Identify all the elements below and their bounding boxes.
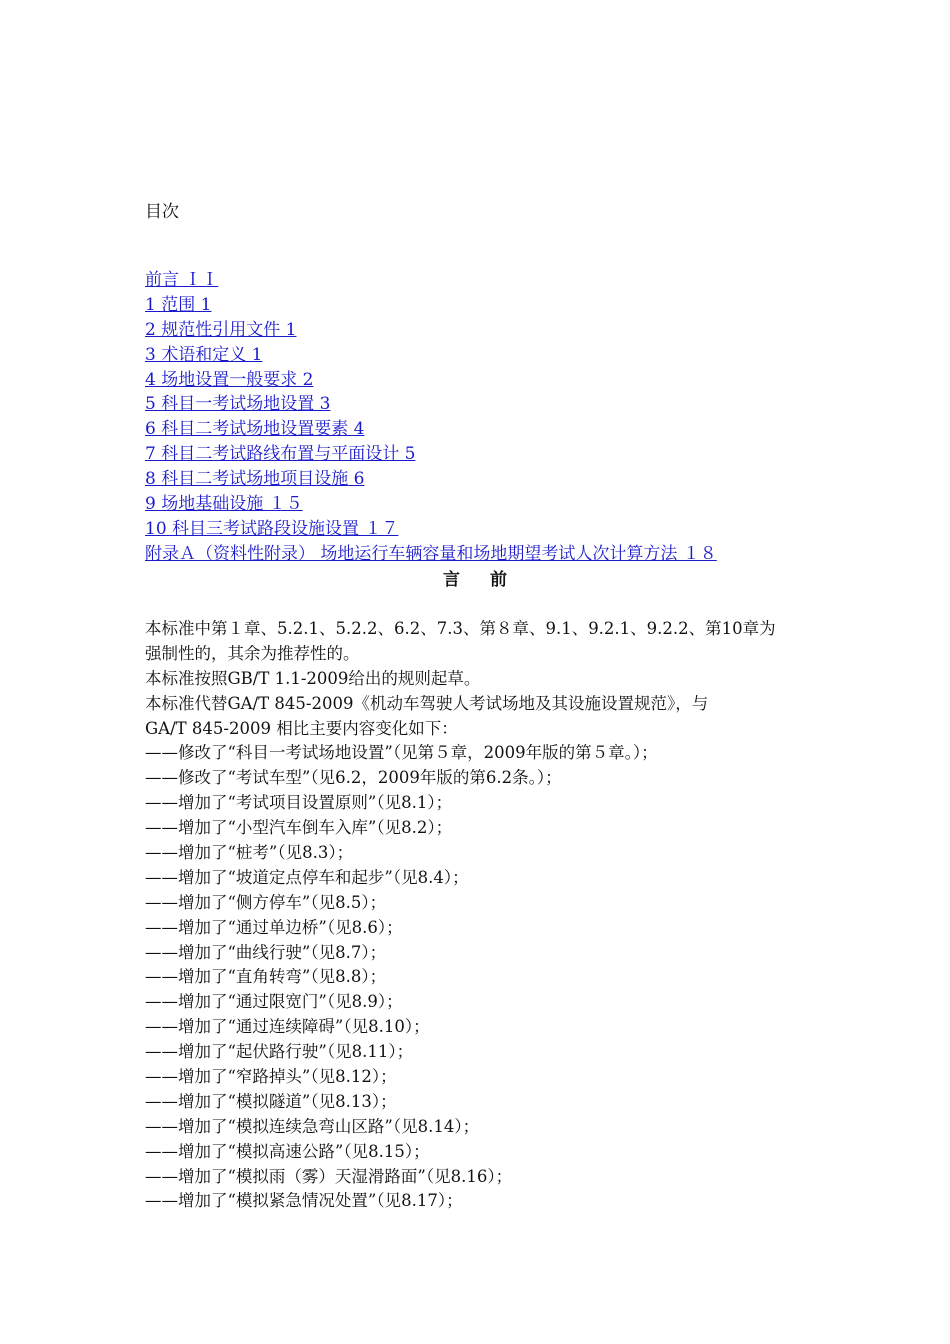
toc-item [145, 442, 845, 467]
change-item: ——修改了“考试车型”（见6.2，2009年版的第6.2条。）； [145, 768, 562, 788]
toc-item [145, 368, 845, 393]
foreword-title-char: 言 [443, 570, 460, 590]
change-item: ——增加了“通过单边桥”（见8.6）； [145, 917, 403, 937]
foreword-body [145, 617, 805, 1214]
toc-link-subject-two-elements[interactable]: 6 科目二考试场地设置要素 4 [145, 419, 365, 440]
toc-link-terms-definitions[interactable]: 3 术语和定义 1 [145, 344, 263, 365]
toc-link-normative-references[interactable]: 2 规范性引用文件 1 [145, 319, 297, 340]
change-item: ——增加了“模拟雨（雾）天湿滑路面”（见8.16）； [145, 1166, 513, 1186]
change-item: ——增加了“模拟隧道”（见8.13）； [145, 1091, 397, 1111]
foreword-paragraph: 本标准按照GB/T 1.1-2009给出的规则起草。 [145, 668, 481, 688]
change-item: ——增加了“窄路掉头”（见8.12）； [145, 1067, 397, 1087]
change-item: ——修改了“科目一考试场地设置”（见第５章，2009年版的第５章。）； [145, 743, 658, 763]
change-item: ——增加了“桩考”（见8.3）； [145, 843, 354, 863]
change-item: ——增加了“模拟高速公路”（见8.15）； [145, 1141, 430, 1161]
toc-link-subject-two-route[interactable]: 7 科目二考试路线布置与平面设计 5 [145, 444, 416, 465]
toc-link-scope[interactable]: 1 范围 1 [145, 294, 212, 315]
toc-item [145, 293, 845, 318]
toc-link-subject-two-facilities[interactable]: 8 科目二考试场地项目设施 6 [145, 469, 365, 490]
toc-item [145, 268, 845, 293]
change-item: ——增加了“考试项目设置原则”（见8.1）； [145, 793, 453, 813]
toc-link-subject-three[interactable]: 10 科目三考试路段设施设置 １７ [145, 518, 399, 539]
toc-link-subject-one-site[interactable]: 5 科目一考试场地设置 3 [145, 394, 331, 415]
toc-item [145, 417, 845, 442]
foreword-paragraph: GA/T 845-2009 相比主要内容变化如下： [145, 718, 458, 738]
toc-heading: 目次 [145, 202, 179, 222]
change-item: ——增加了“模拟紧急情况处置”（见8.17）； [145, 1191, 463, 1211]
change-item: ——增加了“小型汽车倒车入库”（见8.2）； [145, 818, 453, 838]
toc-item [145, 392, 845, 417]
toc-item [145, 517, 845, 542]
toc-list [145, 268, 845, 567]
toc-link-foreword[interactable]: 前言 ＩＩ [145, 270, 219, 290]
foreword-paragraph: 本标准中第１章、5.2.1、5.2.2、6.2、7.3、第８章、9.1、9.2.1、9.2.2、第10章为 [145, 619, 776, 638]
change-item: ——增加了“侧方停车”（见8.5）； [145, 892, 387, 912]
change-item: ——增加了“坡道定点停车和起步”（见8.4）； [145, 867, 469, 887]
foreword-paragraph: 强制性的，其余为推荐性的。 [145, 643, 360, 663]
foreword-title [0, 568, 950, 592]
toc-link-infrastructure[interactable]: 9 场地基础设施 １５ [145, 494, 303, 515]
toc-item [145, 467, 845, 492]
toc-link-appendix-a[interactable]: 附录Ａ（资料性附录） 场地运行车辆容量和场地期望考试人次计算方法 １８ [145, 543, 717, 564]
foreword-paragraph: 本标准代替GA/T 845-2009《机动车驾驶人考试场地及其设施设置规范》，与 [145, 693, 709, 713]
foreword-title-char: 前 [490, 570, 507, 590]
change-item: ——增加了“通过限宽门”（见8.9）； [145, 992, 403, 1012]
change-item: ——增加了“模拟连续急弯山区路”（见8.14）； [145, 1116, 480, 1136]
change-item: ——增加了“直角转弯”（见8.8）； [145, 967, 387, 987]
change-item: ——增加了“曲线行驶”（见8.7）； [145, 942, 387, 962]
toc-item [145, 318, 845, 343]
toc-item [145, 492, 845, 517]
change-item: ——增加了“通过连续障碍”（见8.10）； [145, 1017, 430, 1037]
toc-item [145, 542, 845, 567]
change-list [145, 741, 805, 1214]
toc-link-general-requirements[interactable]: 4 场地设置一般要求 2 [145, 369, 314, 390]
change-item: ——增加了“起伏路行驶”（见8.11）； [145, 1042, 414, 1062]
toc-item [145, 343, 845, 368]
